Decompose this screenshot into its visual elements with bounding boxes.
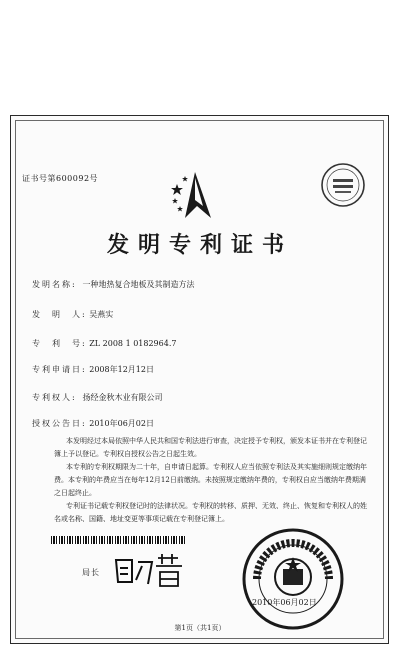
field-inventor <box>32 309 113 320</box>
body-paragraph: 专利证书记载专利权登记时的法律状况。专利权的转移、质押、无效、终止、恢复和专利权人的姓名或名称、国籍、地址变更等事项记载在专利登记簿上。 <box>54 502 367 523</box>
seal-date: 2010年06月02日 <box>252 598 317 607</box>
director-signature <box>112 550 194 590</box>
certificate-body <box>54 435 372 526</box>
field-value: 吴燕实 <box>89 310 114 319</box>
director-label: 局长 <box>82 568 100 577</box>
field-label: 专利申请日: <box>32 365 87 374</box>
field-patentee <box>32 392 163 403</box>
field-grant-date <box>32 418 154 429</box>
field-label: 授权公告日: <box>32 419 87 428</box>
field-invention-name <box>32 279 195 290</box>
body-paragraph: 本专利的专利权期限为二十年，自申请日起算。专利权人应当依照专利法及其实施细则规定缴纳年费。本专利的年费应当在每年12月12日前缴纳。未按照规定缴纳年费的，专利权自应当缴纳年费期满之日起终止。 <box>54 463 367 497</box>
official-seal-icon <box>241 527 345 631</box>
barcode <box>51 536 186 544</box>
certificate-number: 证书号第600092号 <box>22 174 99 183</box>
field-value: 扬经金秋木业有限公司 <box>82 393 163 402</box>
field-value: 2008年12月12日 <box>89 365 154 374</box>
certificate-title: 发明专利证书 <box>106 232 293 258</box>
page-footer: 第1页（共1页） <box>174 624 226 632</box>
field-patent-number <box>32 338 176 349</box>
registration-stamp-icon <box>320 162 366 208</box>
field-value: 一种地热复合地板及其制造方法 <box>82 280 195 289</box>
field-filing-date <box>32 364 154 375</box>
field-value: ZL 2008 1 0182964.7 <box>89 339 177 348</box>
emblem-icon <box>167 168 222 223</box>
body-paragraph: 本发明经过本局依照中华人民共和国专利法进行审查，决定授予专利权，颁发本证书并在专利登记簿上予以登记。专利权自授权公告之日起生效。 <box>54 437 367 458</box>
field-label: 专 利 号: <box>32 339 87 348</box>
field-label: 发明名称: <box>32 280 77 289</box>
field-value: 2010年06月02日 <box>89 419 154 428</box>
field-label: 专利权人: <box>32 393 77 402</box>
field-label: 发 明 人: <box>32 310 87 319</box>
